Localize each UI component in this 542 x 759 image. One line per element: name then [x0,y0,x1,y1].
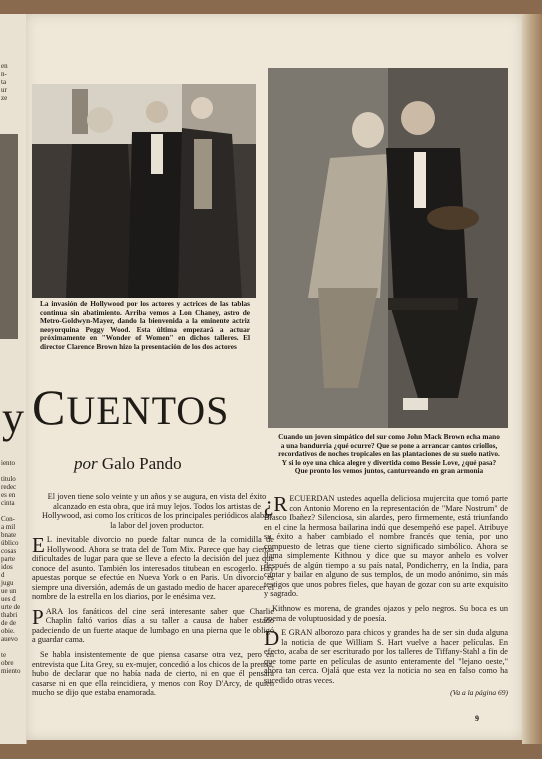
paragraph [32,535,274,602]
paragraph-text: Kithnow es morena, de grandes ojazos y pelo negros. Su boca es un poema de voluptuosidad y de poesía. [264,604,508,623]
paragraph [264,604,508,623]
paragraph-text: los fanáticos del cine será interesante saber que Charlie Chaplin faltó varios días a su taller a causa de haber estado padeciendo de un fuerte ataque de lumbago en una pierna que le obligó a guardar cama. [32,606,274,645]
drop-cap: ¿R [264,492,288,516]
lead-word: L [46,535,52,544]
paragraph [264,494,508,599]
byline-author: Galo Pando [101,454,182,473]
drop-cap: E [32,533,45,557]
byline [74,454,182,474]
paragraph-text: alborozo para chicos y grandes ha de ser sin duda alguna la noticia de que William S. Hart vuelve a hacer películas. En efecto, acaba de ser escriturado por los talleres de Tiffany-Stahl a fin de que tome parte en películas de asunto enteramente del "lejano oeste," ahora tan cerca. Ojalá que esta vez la noticia no sea en falso como ha sucedido otras veces. [264,628,508,685]
previous-page-strip [0,14,27,744]
prev-top-text: en n- ta ur ze [1,62,8,102]
paragraph [32,650,274,698]
drop-cap: P [32,604,44,629]
intro-paragraph: El joven tiene solo veinte y un años y se augura, en vista del éxito alcanzado en esta obra, que irá muy lejos. Todos los artistas de Hollywood, asi como los críticos de los principales periódicos alaban la labor del joven productor. [42,492,272,530]
article-title [32,379,230,435]
lead-word: ARA [45,606,64,616]
lead-word: ECUERDAN [289,494,335,503]
caption-right: Cuando un joven simpático del sur como John Mack Brown echa mano a una bandurria ¿qué ocurre? Que se pone a arrancar cantos criollos, recordativos de noches tropicales en las plantaciones de su suelo nativo. Y si lo oye una chica alegre y divertida como Bessie Love, ¿qué pasa? Que pronto los vemos juntos, canturreando en gran armonia [278,432,500,476]
prev-big-letter: y [2,393,24,442]
prev-mid-text: iento titulo redec es en cinta Con- a mil bnate úblico cosas parte idos d jugu ue un ues d urte de thabri de de obie. auevo te obre miento [1,459,21,675]
magazine-page [26,14,522,740]
drop-cap: D [264,626,280,651]
column-left [32,535,274,703]
column-right [264,494,508,698]
byline-por: por [74,454,98,473]
title-initial: C [32,379,67,435]
paragraph-text: inevitable divorcio no puede faltar nunca de la comidilla de Hollywood. Ahora se trata del de Tom Mix. Parece que hay ciertas dificultades de lugar para que se lleve a efecto la decisión del juez que conoce del asunto. También los interesados titubean en escogerlo. Hay apuestas porque se efectúe en Nueva York o en Paris. Un divorcio es siempre una diversión, además de un gastado medio de hacer aparecer el nombre de la estrella en los diarios, por le enésima vez. [32,535,274,602]
paragraph-text: ustedes aquella deliciosa mujercita que tomó parte con Antonio Moreno en la representación de "Mare Nostrum" de Blasco Ibañez? Silenciosa, sin alardes, pero firmemente, está triunfando en el cine la hermosa bailarina indú que desempeñó ese papel. Atribuye su éxito a haber cambiado el nombre francés que tenía, por uno compuesto de letras que tiene cierto significado simbólico. Ahora se llama simplemente Kithnou y dice que su mayor anhelo es volver después de algún tiempo a su país natal, Pondicherry, en la India, para cantar y bailar en alguno de sus templos, de un modo anónimo, sin más testigos que unos pobres fieles, que hayan de gozar con su arte exquisito y sagrado. [264,494,508,599]
caption-left: La invasión de Hollywood por los actores y actrices de las tablas continua sin abatimiento. Arriba vemos a Lon Chaney, astro de Metro-Goldwyn-Mayer, dando la bienvenida a la eminente actriz neoyorquina Peggy Wood. Esta última empezará a actuar próximamente en "Wonder of Women" en dichos talleres. El director Clarence Brown hizo la presentación de los dos actores [40,299,250,351]
paragraph-text: Se habla insistentemente de que piensa casarse otra vez, pero en entrevista que Lita Grey, su ex-mujer, concedió a los chicos de la prensa, hubo de declarar que no había nada de cierto, ni en que él pensara casarse ni en que ella reincidiera, y menos con Roy D'Arcy, de quien mucho se dijo que estaba enamorada. [32,650,274,698]
photo-left [32,84,256,298]
lead-word: E GRAN [281,628,313,638]
prev-photo-edge [0,134,18,339]
page-number: 9 [475,714,479,723]
title-rest: UENTOS [66,388,230,433]
paragraph [32,604,274,645]
paragraph [264,628,508,685]
continued-note: (Va a la página 69) [450,688,508,698]
book-edge [522,14,542,744]
photo-right [268,68,508,428]
